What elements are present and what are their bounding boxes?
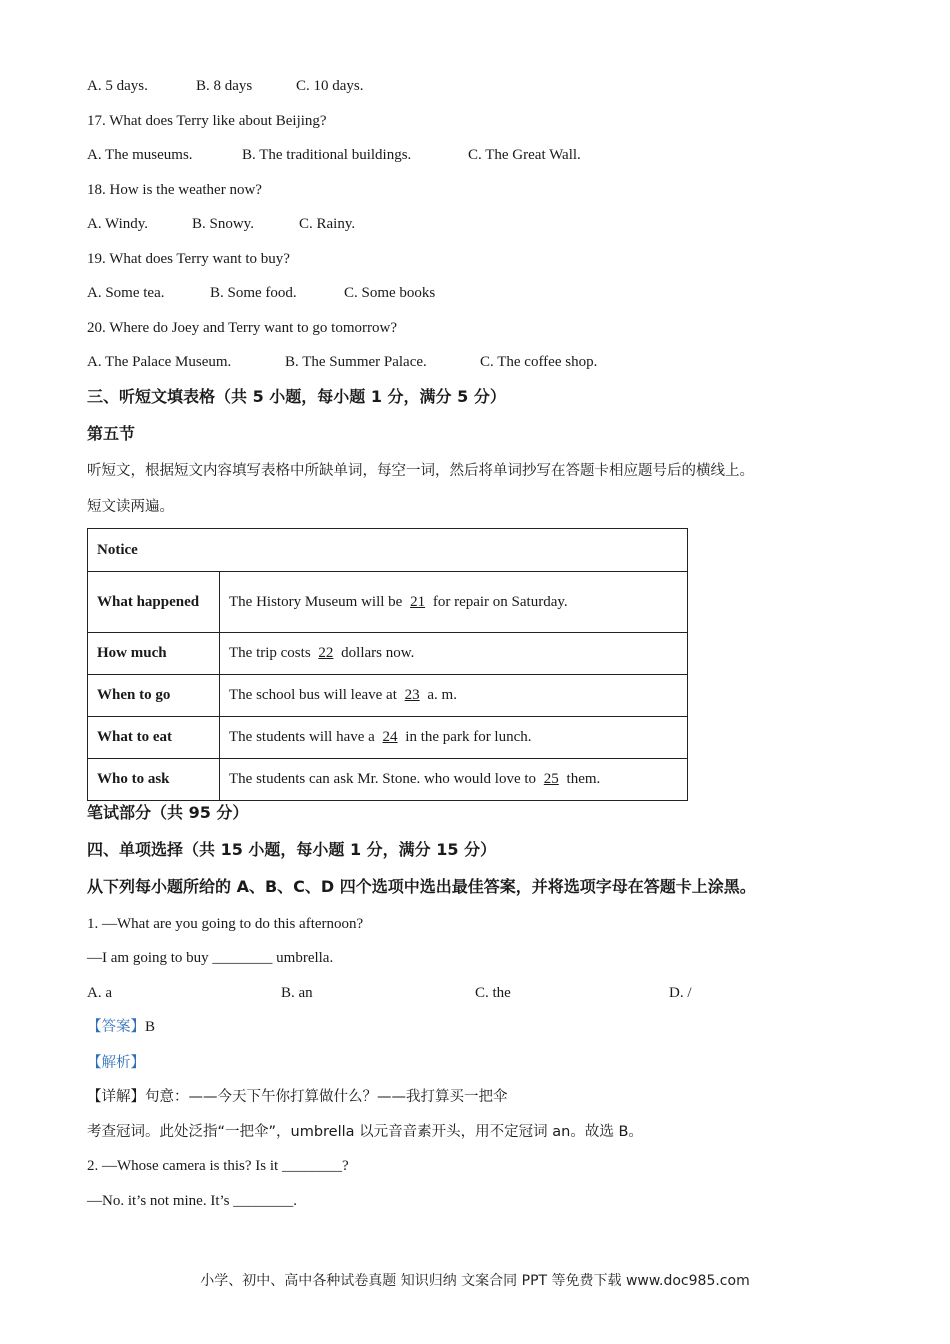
q19-question: 19. What does Terry want to buy? — [87, 251, 290, 267]
section3-instruction-1: 听短文，根据短文内容填写表格中所缺单词，每空一词，然后将单词抄写在答题卡相应题号后的横线上。 — [87, 463, 754, 479]
section3-instruction-2: 短文读两遍。 — [87, 499, 174, 515]
q18-option-c: C. Rainy. — [299, 216, 356, 232]
row-content — [220, 572, 688, 633]
row-text: The students can ask Mr. Stone. who would love to — [229, 771, 537, 787]
mc1-explanation: 考查冠词。此处泛指“一把伞”，umbrella 以元音音素开头，用不定冠词 an。故选 B。 — [87, 1124, 643, 1140]
answer-value: B — [145, 1019, 156, 1035]
q19-option-a: A. Some tea. — [87, 285, 165, 301]
row-text: a. m. — [427, 687, 457, 703]
table-row — [88, 717, 688, 759]
row-text: for repair on Saturday. — [432, 593, 568, 610]
q17-option-b: B. The traditional buildings. — [242, 147, 412, 163]
section3-title: 三、听短文填表格（共 5 小题，每小题 1 分，满分 5 分） — [87, 387, 506, 406]
mc1-question-line1: 1. —What are you going to do this afternoon? — [87, 916, 364, 932]
section4-title: 四、单项选择（共 15 小题，每小题 1 分，满分 15 分） — [87, 840, 497, 859]
q20-option-a: A. The Palace Museum. — [87, 354, 232, 370]
mc1-option-c: C. the — [475, 985, 511, 1001]
row-text: in the park for lunch. — [405, 729, 532, 745]
notice-header-row — [88, 529, 688, 572]
mc1-option-a: A. a — [87, 985, 112, 1001]
page-footer: 小学、初中、高中各种试卷真题 知识归纳 文案合同 PPT 等免费下载 www.doc985.com — [200, 1273, 750, 1289]
row-label: How much — [88, 633, 220, 675]
q18-option-b: B. Snowy. — [192, 216, 254, 232]
q19-option-b: B. Some food. — [210, 285, 297, 301]
mc1-answer — [87, 1017, 155, 1037]
q18-option-a: A. Windy. — [87, 216, 149, 232]
row-text: The school bus will leave at — [229, 687, 397, 703]
mc1-detail: 【详解】句意：——今天下午你打算做什么？——我打算买一把伞 — [87, 1089, 508, 1105]
q16-option-b: B. 8 days — [196, 78, 253, 94]
q20-question: 20. Where do Joey and Terry want to go tomorrow? — [87, 320, 397, 336]
q18-question: 18. How is the weather now? — [87, 182, 262, 198]
mc1-analysis-label: 【解析】 — [87, 1055, 145, 1071]
table-row — [88, 633, 688, 675]
answer-blank-21: 21 — [410, 593, 426, 610]
table-row — [88, 675, 688, 717]
q17-option-c: C. The Great Wall. — [468, 147, 581, 163]
q17-option-a: A. The museums. — [87, 147, 193, 163]
row-label: What to eat — [88, 717, 220, 759]
mc2-question-line2: —No. it’s not mine. It’s ________. — [87, 1193, 297, 1209]
written-part-title: 笔试部分（共 95 分） — [87, 803, 249, 822]
table-row — [88, 572, 688, 633]
row-content — [220, 675, 688, 717]
row-label: What happened — [88, 572, 220, 633]
answer-blank-23: 23 — [404, 687, 420, 703]
answer-blank-24: 24 — [382, 729, 398, 745]
answer-blank-25: 25 — [543, 771, 559, 787]
q20-option-b: B. The Summer Palace. — [285, 354, 427, 370]
section3-part: 第五节 — [87, 424, 136, 443]
notice-header: Notice — [88, 529, 688, 572]
q20-option-c: C. The coffee shop. — [480, 354, 598, 370]
answer-label: 【答案】 — [87, 1019, 145, 1035]
notice-table — [87, 528, 688, 801]
q17-question: 17. What does Terry like about Beijing? — [87, 113, 327, 129]
row-content — [220, 759, 688, 801]
mc1-question-line2: —I am going to buy ________ umbrella. — [87, 950, 334, 966]
q16-option-a: A. 5 days. — [87, 78, 148, 94]
answer-blank-22: 22 — [318, 645, 334, 661]
row-content — [220, 633, 688, 675]
q19-option-c: C. Some books — [344, 285, 436, 301]
section4-instruction: 从下列每小题所给的 A、B、C、D 四个选项中选出最佳答案，并将选项字母在答题卡上涂黑。 — [87, 877, 756, 896]
row-label: Who to ask — [88, 759, 220, 801]
mc1-option-b: B. an — [281, 985, 313, 1001]
row-text: The students will have a — [229, 729, 375, 745]
mc2-question-line1: 2. —Whose camera is this? Is it ________? — [87, 1158, 349, 1174]
q16-option-c: C. 10 days. — [296, 78, 364, 94]
row-text: dollars now. — [341, 645, 415, 661]
row-text: The trip costs — [229, 645, 311, 661]
row-text: them. — [566, 771, 601, 787]
row-text: The History Museum will be — [229, 593, 403, 610]
table-row — [88, 759, 688, 801]
mc1-option-d: D. / — [669, 985, 692, 1001]
row-label: When to go — [88, 675, 220, 717]
row-content — [220, 717, 688, 759]
